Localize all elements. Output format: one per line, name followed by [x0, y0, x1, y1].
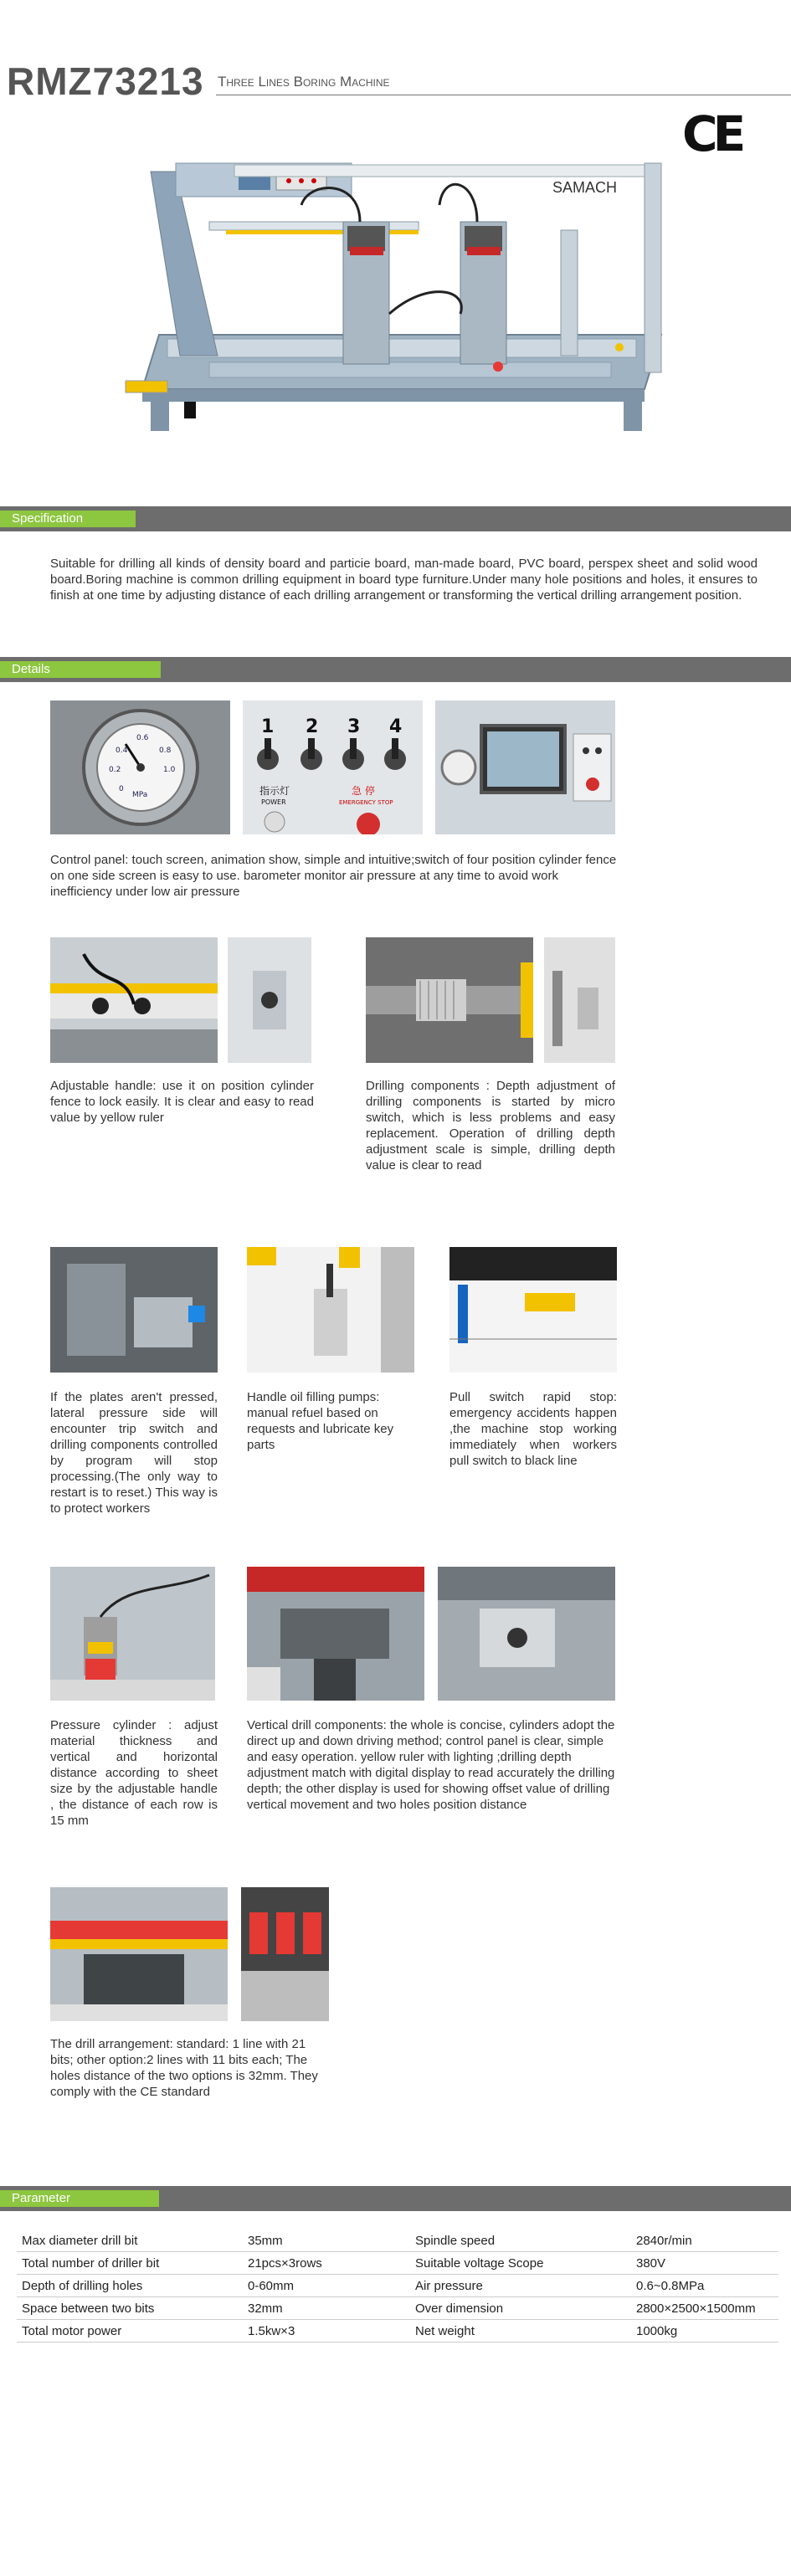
- power-label-cn: 指示灯: [259, 785, 290, 797]
- param-value: 21pcs×3rows: [243, 2252, 410, 2275]
- detail-caption: Handle oil filling pumps: manual refuel based on requests and lubricate key parts: [247, 1390, 394, 1452]
- emergency-label: EMERGENCY STOP: [339, 799, 393, 806]
- gauge-label: 0: [119, 785, 124, 793]
- section-title-specification: Specification: [0, 511, 136, 527]
- machine-hero-image: [109, 146, 678, 448]
- param-value: 2840r/min: [631, 2230, 778, 2252]
- detail-caption: Drilling components : Depth adjustment of drilling components is started by micro switch, which is less problems and easy replacement. Operation of drilling depth adjustment scale is simple, drilling depth value is clear to read: [366, 1079, 615, 1173]
- param-key: Over dimension: [410, 2297, 631, 2320]
- emergency-label-cn: 急 停: [352, 785, 375, 797]
- param-key: Total number of driller bit: [17, 2252, 243, 2275]
- detail-caption: Control panel: touch screen, animation show, simple and intuitive;switch of four position cylinder fence on one side screen is easy to use. barometer monitor air pressure at any time to avoid work inefficiency under low air pressure: [50, 853, 617, 899]
- micro-switch-photo: [544, 937, 615, 1063]
- table-row: [17, 2230, 778, 2252]
- table-row: [17, 2320, 778, 2343]
- param-value: 2800×2500×1500mm: [631, 2297, 778, 2320]
- param-value: 380V: [631, 2252, 778, 2275]
- touch-screen-photo: [435, 700, 615, 834]
- detail-caption: Pressure cylinder : adjust material thickness and vertical and horizontal distance according to sheet size by the adjustable handle , the distance of each row is 15 mm: [50, 1718, 218, 1828]
- barometer-photo: [50, 700, 230, 834]
- section-title-details: Details: [0, 661, 161, 678]
- param-key: Air pressure: [410, 2275, 631, 2297]
- param-key: Space between two bits: [17, 2297, 243, 2320]
- param-value: 0.6~0.8MPa: [631, 2275, 778, 2297]
- param-value: 1000kg: [631, 2320, 778, 2343]
- switch-number: 3: [347, 716, 361, 737]
- param-key: Spindle speed: [410, 2230, 631, 2252]
- switch-number: 2: [306, 716, 319, 737]
- switch-number: 1: [261, 716, 275, 737]
- param-value: 35mm: [243, 2230, 410, 2252]
- param-key: Depth of drilling holes: [17, 2275, 243, 2297]
- section-bar-details: [0, 657, 791, 682]
- switch-number: 4: [389, 716, 403, 737]
- section-bar-specification: [0, 506, 791, 531]
- handle-closeup-photo: [228, 937, 311, 1063]
- gauge-label: 0.8: [159, 747, 172, 755]
- pull-switch-photo: [449, 1247, 617, 1373]
- table-row: [17, 2252, 778, 2275]
- detail-caption: If the plates aren't pressed, lateral pressure side will encounter trip switch and drilling components controlled by program will stop processing.(The only way to restart is to reset.) This way is to protect workers: [50, 1390, 218, 1516]
- model-number: RMZ73213: [7, 59, 204, 103]
- param-key: Net weight: [410, 2320, 631, 2343]
- parameter-table: [17, 2230, 778, 2343]
- switches-photo: [243, 700, 423, 834]
- gauge-label: MPa: [132, 791, 148, 799]
- ce-mark-logo: CE: [682, 105, 742, 162]
- vertical-drill-photo: [247, 1567, 424, 1701]
- drill-arrangement-photo: [50, 1887, 228, 2021]
- gauge-label: 0.4: [116, 747, 128, 755]
- pressure-cylinder-photo: [50, 1567, 215, 1701]
- param-value: 32mm: [243, 2297, 410, 2320]
- power-label: POWER: [261, 798, 286, 806]
- gauge-label: 0.6: [136, 734, 149, 742]
- cylinder-fence-photo: [438, 1567, 615, 1701]
- drilling-component-photo: [366, 937, 533, 1063]
- param-key: Suitable voltage Scope: [410, 2252, 631, 2275]
- param-key: Max diameter drill bit: [17, 2230, 243, 2252]
- section-bar-parameter: [0, 2186, 791, 2211]
- param-value: 0-60mm: [243, 2275, 410, 2297]
- detail-caption: The drill arrangement: standard: 1 line with 21 bits; other option:2 lines with 11 bits each; The holes distance of the two options is 32mm. They comply with the CE standard: [50, 2037, 318, 2099]
- gauge-label: 1.0: [163, 766, 176, 774]
- adjustable-handle-photo: [50, 937, 218, 1063]
- product-subtitle: Three Lines Boring Machine: [218, 74, 390, 90]
- table-row: [17, 2275, 778, 2297]
- table-row: [17, 2297, 778, 2320]
- pressure-side-photo: [50, 1247, 218, 1373]
- section-title-parameter: Parameter: [0, 2190, 159, 2207]
- oil-pump-photo: [247, 1247, 414, 1373]
- gauge-label: 0.2: [109, 766, 121, 774]
- detail-caption: Adjustable handle: use it on position cylinder fence to lock easily. It is clear and easy to read value by yellow ruler: [50, 1079, 314, 1125]
- param-value: 1.5kw×3: [243, 2320, 410, 2343]
- specification-text: Suitable for drilling all kinds of density board and particie board, man-made board, PVC board, perspex sheet and solid wood board.Boring machine is common drilling equipment in board type furniture.Under many hole positions and holes, it ensures to finish at one time by adjusting distance of each drilling arrangement or transforming the vertical drilling arrangement position.: [50, 557, 758, 603]
- drill-bits-photo: [241, 1887, 329, 2021]
- detail-caption: Vertical drill components: the whole is concise, cylinders adopt the direct up and down driving method; control panel is clear, simple and easy operation. yellow ruler with lighting ;drilling depth adjustment match with digital display to read accurately the drilling depth; the other display is used for showing offset value of drilling vertical movement and two holes position distance: [247, 1718, 615, 1812]
- brand-logo: SAMACH: [552, 179, 618, 196]
- detail-caption: Pull switch rapid stop: emergency accidents happen ,the machine stop working immediately when workers pull switch to black line: [449, 1390, 617, 1468]
- param-key: Total motor power: [17, 2320, 243, 2343]
